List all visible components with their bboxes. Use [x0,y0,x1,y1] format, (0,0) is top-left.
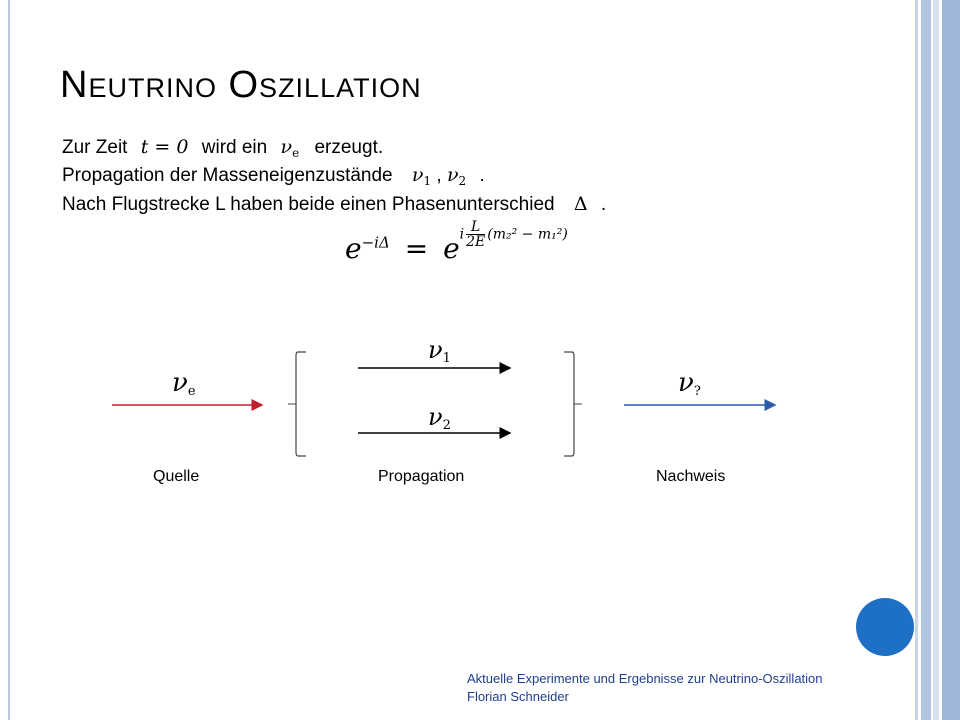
label-nu-unknown: $\nu_?$ [678,368,701,399]
left-bracket [296,352,306,456]
formula-rhs-base: e [443,232,460,265]
footer-talk-title: Aktuelle Experimente und Ergebnisse zur Neutrino-Oszillation [467,671,823,686]
math-nu-e: $\nu_e$ [280,136,300,160]
right-bracket [564,352,574,456]
formula-rhs-exponent: i $\frac{L}{2E}$ (m₂² − m₁²) [459,218,568,250]
line2-suffix: . [479,165,485,186]
label-nu-2: $\nu_2$ [428,403,451,433]
frac-numerator: L [466,220,485,235]
math-delta: Δ [573,193,588,215]
label-nu-e: $\nu_e$ [172,368,196,399]
line3-prefix: Nach Flugstrecke L haben beide einen Phasenunterschied [62,194,555,215]
caption-source: Quelle [153,468,200,485]
math-nu-1: $\nu_1$ [411,164,432,188]
line2-sep: , [436,165,442,186]
formula-lhs-exponent: −iΔ [361,233,390,252]
line1-middle: wird ein [201,137,268,158]
formula-lhs-base: e [345,232,362,265]
footer [467,670,823,706]
footer-author: Florian Schneider [467,689,569,704]
caption-detection: Nachweis [656,468,726,485]
decorative-circle [856,598,914,656]
line1-prefix: Zur Zeit [62,137,128,158]
slide-title: Neutrino Oszillation [60,64,422,106]
caption-propagation: Propagation [378,468,465,485]
mass-difference: (m₂² − m₁²) [487,226,568,242]
formula-equals: = [404,232,429,265]
line3-suffix: . [600,194,607,215]
math-t-equals-zero: t = 0 [140,136,189,158]
frac-denominator: 2E [466,233,486,250]
line1-suffix: erzeugt. [314,137,384,158]
line2-prefix: Propagation der Masseneigenzustände [62,165,393,186]
math-nu-2: $\nu_2$ [446,164,467,188]
label-nu-1: $\nu_1$ [428,336,451,366]
